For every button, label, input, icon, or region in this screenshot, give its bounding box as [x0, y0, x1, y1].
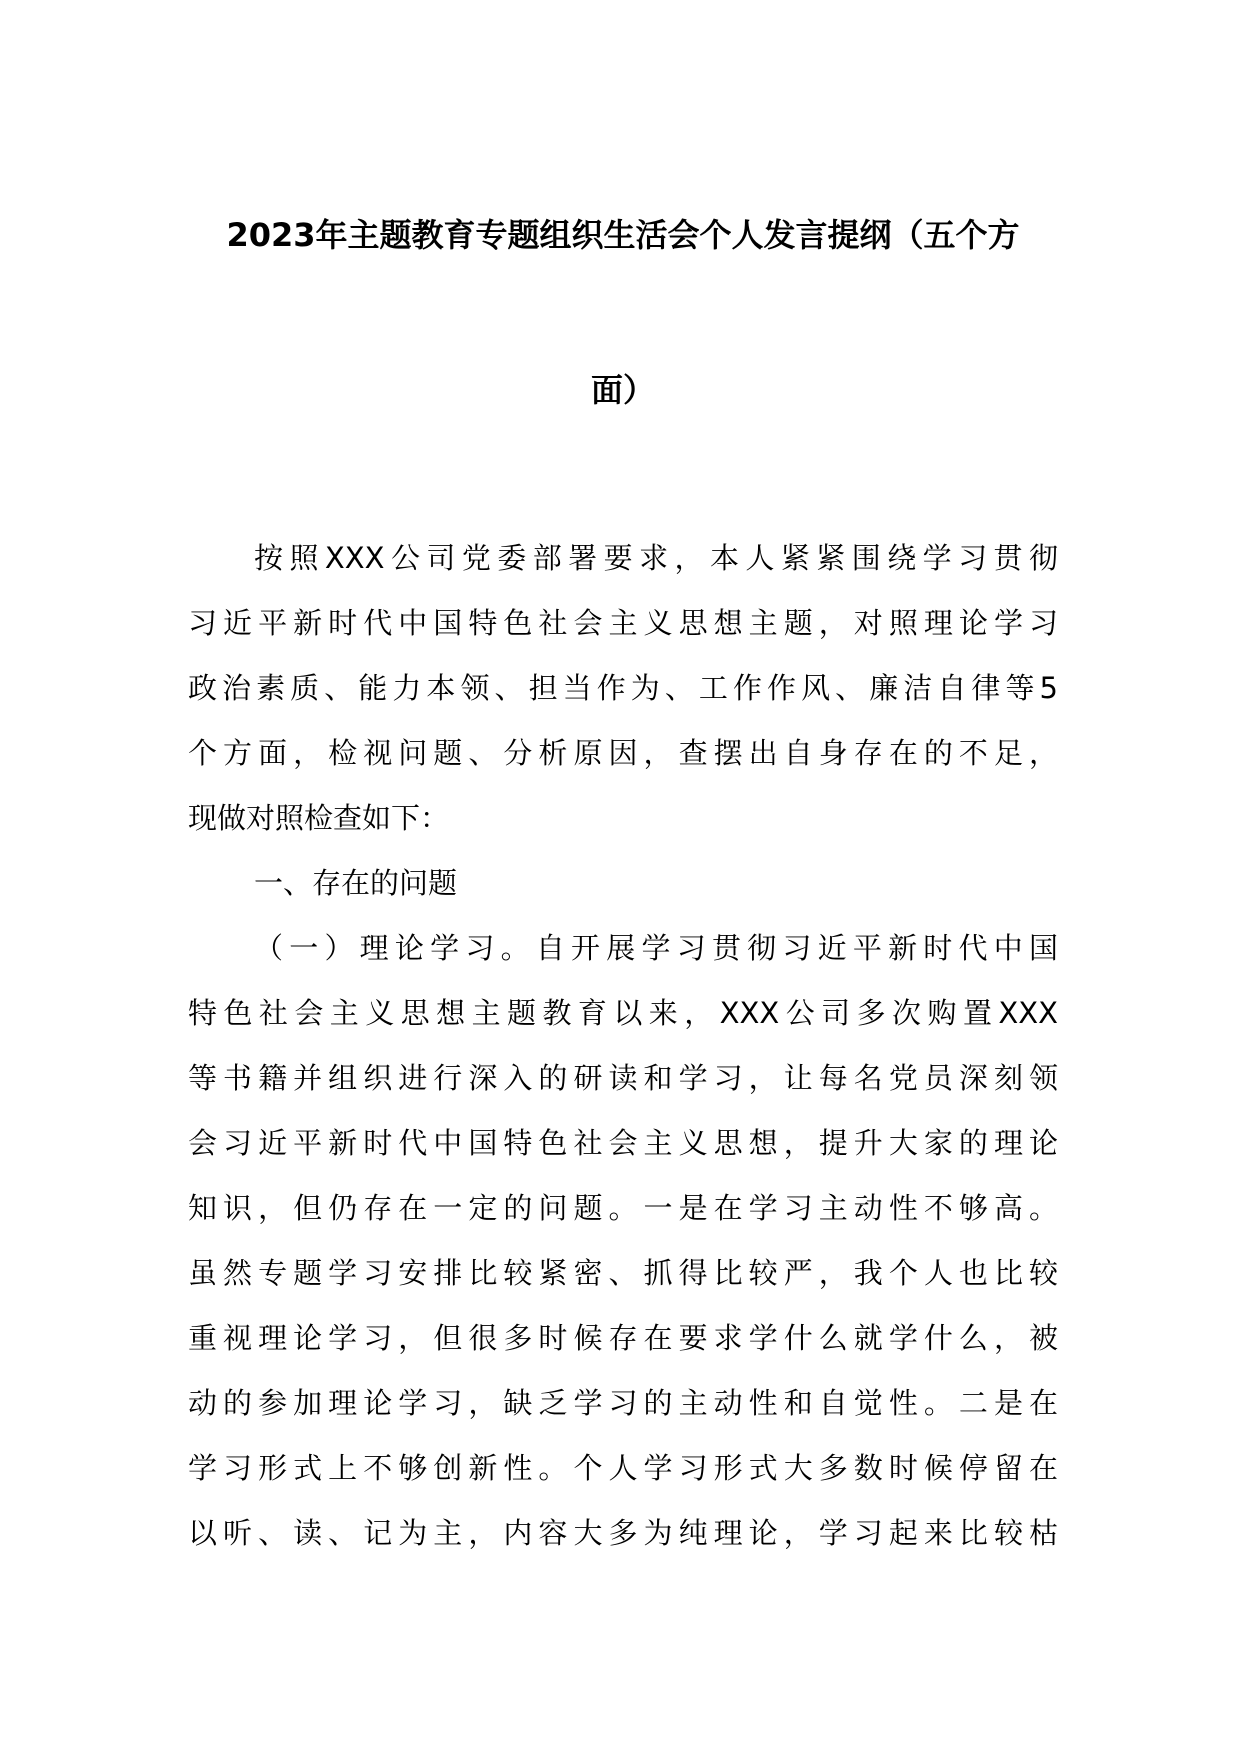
- body-line: （一）理论学习。自开展学习贯彻习近平新时代中国: [254, 931, 1058, 965]
- body-line: 知识，但仍存在一定的问题。一是在学习主动性不够高。: [188, 1191, 1058, 1225]
- body-line: 政治素质、能力本领、担当作为、工作作风、廉洁自律等5: [188, 671, 1058, 705]
- body-line: 重视理论学习，但很多时候存在要求学什么就学什么，被: [188, 1321, 1058, 1355]
- body-line: 等书籍并组织进行深入的研读和学习，让每名党员深刻领: [188, 1061, 1058, 1095]
- body-line: 个方面，检视问题、分析原因，查摆出自身存在的不足，: [188, 736, 1058, 770]
- body-line: 现做对照检查如下：: [188, 801, 450, 835]
- body-line: 动的参加理论学习，缺乏学习的主动性和自觉性。二是在: [188, 1386, 1058, 1420]
- body-line: 会习近平新时代中国特色社会主义思想，提升大家的理论: [188, 1126, 1058, 1160]
- body-line: 以听、读、记为主，内容大多为纯理论，学习起来比较枯: [188, 1516, 1058, 1550]
- body-line: 虽然专题学习安排比较紧密、抓得比较严，我个人也比较: [188, 1256, 1058, 1290]
- body-line: 习近平新时代中国特色社会主义思想主题，对照理论学习: [188, 606, 1058, 640]
- body-line: 学习形式上不够创新性。个人学习形式大多数时候停留在: [188, 1451, 1058, 1485]
- body-line: 特色社会主义思想主题教育以来，XXX公司多次购置XXX: [188, 996, 1058, 1030]
- body-line: 按照XXX公司党委部署要求，本人紧紧围绕学习贯彻: [254, 541, 1058, 575]
- document-title-line-2: 面）: [590, 371, 655, 409]
- document-body: [188, 526, 1058, 1566]
- document-title-line-1: 2023年主题教育专题组织生活会个人发言提纲（五个方: [226, 216, 1020, 254]
- section-heading: 一、存在的问题: [254, 866, 458, 900]
